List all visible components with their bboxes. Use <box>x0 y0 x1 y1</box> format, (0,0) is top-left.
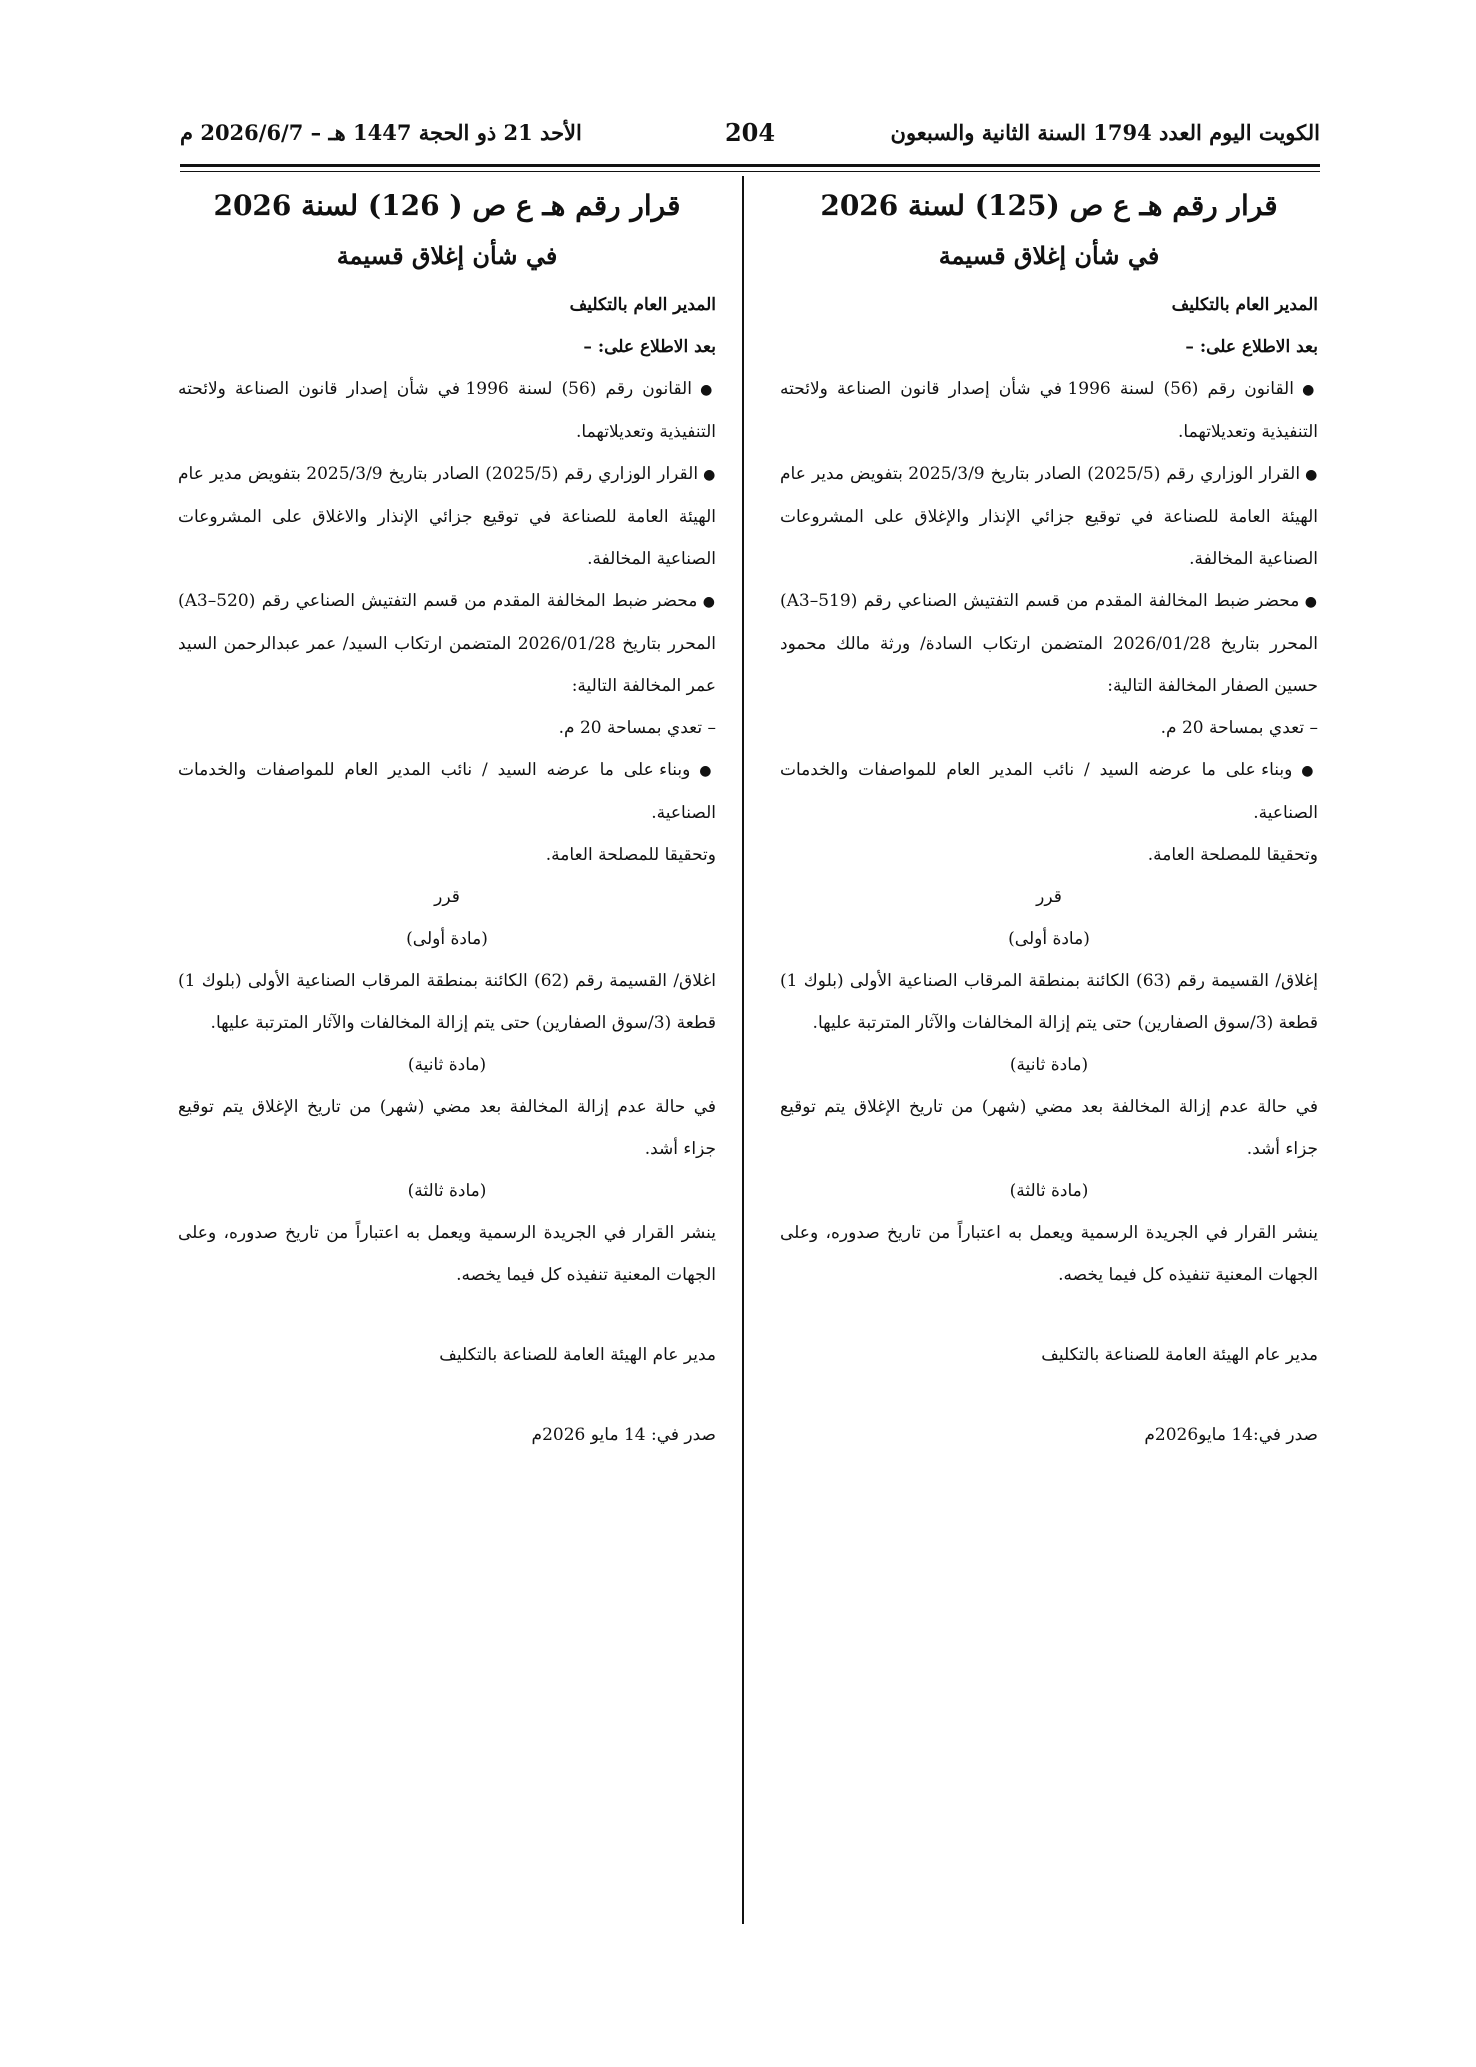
article-2-title: (مادة ثانية) <box>1009 1055 1089 1075</box>
article-1-text: اغلاق/ القسيمة رقم (62) الكائنة بمنطقة المرقاب الصناعية الأولى (بلوك 1) قطعة (3/سوق الصفارين) حتى يتم إزالة المخالفات والآثار المترتبة عليها. <box>178 971 716 1033</box>
decision-subtitle: في شأن إغلاق قسيمة <box>938 241 1160 270</box>
bullet-law-56: ● القانون رقم (56) لسنة 1996 في شأن إصدار قانون الصناعة ولائحته التنفيذية وتعديلاتهما. <box>780 368 1318 453</box>
header-rule-thick <box>180 164 1320 167</box>
decided-heading: قرر <box>1036 887 1062 907</box>
signer-line: مدير عام الهيئة العامة للصناعة بالتكليف <box>439 1345 716 1365</box>
bullet-violation-report: ● محضر ضبط المخالفة المقدم من قسم التفتيش الصناعي رقم (A3–519) المحرر بتاريخ 2026/01/28 المتضمن ارتكاب السادة/ ورثة مالك محمود حسين الصفار المخالفة التالية: <box>780 580 1318 707</box>
decided-heading: قرر <box>434 887 460 907</box>
article-3-title: (مادة ثالثة) <box>1009 1181 1089 1201</box>
article-2-text: في حالة عدم إزالة المخالفة بعد مضي (شهر) من تاريخ الإغلاق يتم توقيع جزاء أشد. <box>178 1097 716 1159</box>
public-interest-line: وتحقيقا للمصلحة العامة. <box>1147 845 1318 865</box>
page-number: 204 <box>724 118 776 147</box>
bullet-ministerial-decision: ● القرار الوزاري رقم (2025/5) الصادر بتاريخ 2025/3/9 بتفويض مدير عام الهيئة العامة للصناعة في توقيع جزائي الإنذار والاغلاق على المشروعات الصناعية المخالفة. <box>178 453 716 580</box>
decision-title: قرار رقم هـ ع ص ( 126) لسنة 2026 <box>213 189 681 222</box>
public-interest-line: وتحقيقا للمصلحة العامة. <box>545 845 716 865</box>
violation-line: – تعدي بمساحة 20 م. <box>1160 718 1318 738</box>
decision-subtitle: في شأن إغلاق قسيمة <box>336 241 558 270</box>
after-review-line: بعد الاطلاع على: – <box>1185 337 1318 357</box>
column-divider <box>742 176 744 1924</box>
bullet-presented-by: ● وبناء على ما عرضه السيد / نائب المدير العام للمواصفات والخدمات الصناعية. <box>780 749 1318 834</box>
decision-title: قرار رقم هـ ع ص (125) لسنة 2026 <box>820 189 1278 222</box>
decision-126-column <box>178 178 716 1456</box>
issued-date: صدر في: 14 مايو 2026م <box>531 1425 716 1445</box>
bullet-law-56: ● القانون رقم (56) لسنة 1996 في شأن إصدار قانون الصناعة ولائحته التنفيذية وتعديلاتهما. <box>178 368 716 453</box>
bullet-ministerial-decision: ● القرار الوزاري رقم (2025/5) الصادر بتاريخ 2025/3/9 بتفويض مدير عام الهيئة العامة للصناعة في توقيع جزائي الإنذار والإغلاق على المشروعات الصناعية المخالفة. <box>780 453 1318 580</box>
article-3-text: ينشر القرار في الجريدة الرسمية ويعمل به اعتباراً من تاريخ صدوره، وعلى الجهات المعنية تنفيذه كل فيما يخصه. <box>780 1223 1318 1285</box>
article-1-title: (مادة أولى) <box>406 929 488 949</box>
article-1-text: إغلاق/ القسيمة رقم (63) الكائنة بمنطقة المرقاب الصناعية الأولى (بلوك 1) قطعة (3/سوق الصفارين) حتى يتم إزالة المخالفات والآثار المترتبة عليها. <box>780 971 1318 1033</box>
director-line: المدير العام بالتكليف <box>569 295 716 315</box>
article-1-title: (مادة أولى) <box>1008 929 1090 949</box>
article-2-text: في حالة عدم إزالة المخالفة بعد مضي (شهر) من تاريخ الإغلاق يتم توقيع جزاء أشد. <box>780 1097 1318 1159</box>
signer-line: مدير عام الهيئة العامة للصناعة بالتكليف <box>1041 1345 1318 1365</box>
bullet-presented-by: ● وبناء على ما عرضه السيد / نائب المدير العام للمواصفات والخدمات الصناعية. <box>178 749 716 834</box>
bullet-violation-report: ● محضر ضبط المخالفة المقدم من قسم التفتيش الصناعي رقم (A3–520) المحرر بتاريخ 2026/01/28 المتضمن ارتكاب السيد/ عمر عبدالرحمن السيد عمر المخالفة التالية: <box>178 580 716 707</box>
article-2-title: (مادة ثانية) <box>407 1055 487 1075</box>
header-date: الأحد 21 ذو الحجة 1447 هـ – 2026/6/7 م <box>180 120 582 145</box>
page-header <box>180 120 1320 160</box>
director-line: المدير العام بالتكليف <box>1171 295 1318 315</box>
article-3-title: (مادة ثالثة) <box>407 1181 487 1201</box>
issued-date: صدر في:14 مايو2026م <box>1144 1425 1318 1445</box>
article-3-text: ينشر القرار في الجريدة الرسمية ويعمل به اعتباراً من تاريخ صدوره، وعلى الجهات المعنية تنفيذه كل فيما يخصه. <box>178 1223 716 1285</box>
header-rule-thin <box>180 171 1320 172</box>
after-review-line: بعد الاطلاع على: – <box>583 337 716 357</box>
header-issue-info: الكويت اليوم العدد 1794 السنة الثانية والسبعون <box>890 120 1320 145</box>
decision-125-column <box>780 178 1318 1456</box>
violation-line: – تعدي بمساحة 20 م. <box>558 718 716 738</box>
